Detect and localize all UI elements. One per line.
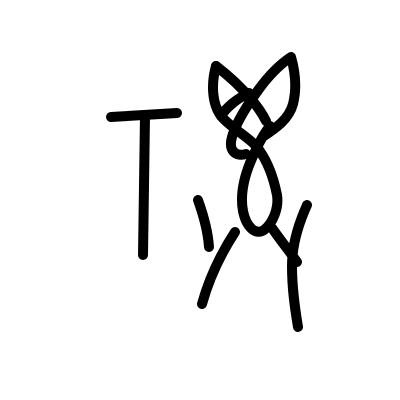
- left-x-glyph: [198, 200, 235, 304]
- left-x-stroke-a: [198, 200, 209, 247]
- knot-right-loop: [231, 57, 295, 155]
- right-x-glyph: [272, 205, 307, 327]
- t-shaped-stroke-glyph: [111, 113, 177, 255]
- t-stem: [143, 116, 145, 255]
- knot-loop-glyph: [213, 57, 295, 232]
